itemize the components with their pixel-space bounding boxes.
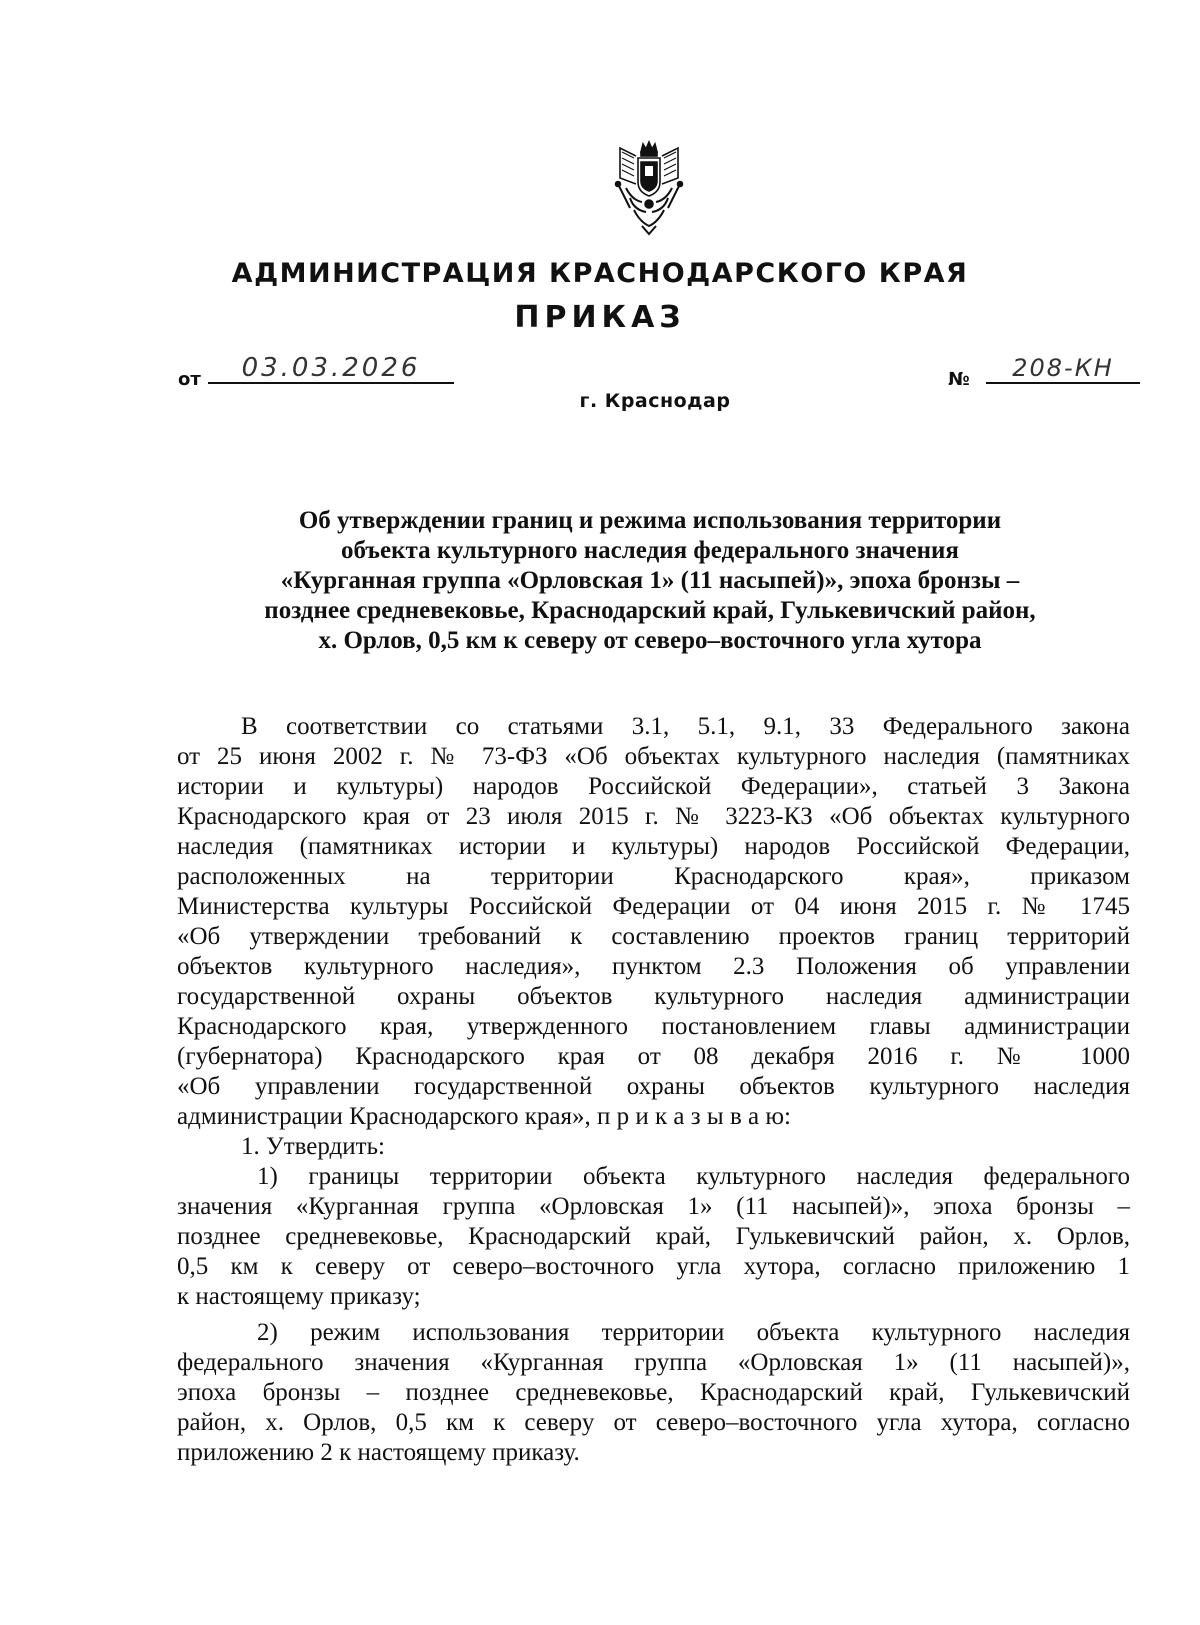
body-line: позднее средневековье, Краснодарский край, Гулькевичский район, х. Орлов, — [177, 1223, 1130, 1250]
body-line: Краснодарского края, утвержденного постановлением главы администрации — [177, 1013, 1130, 1040]
subitem-2-paragraph — [177, 1318, 1130, 1468]
orders-word: п р и к а з ы в а ю: — [597, 1103, 791, 1130]
body-line: расположенных на территории Краснодарского края», приказом — [177, 863, 1130, 890]
document-body — [177, 712, 1130, 1468]
subject-line: х. Орлов, 0,5 км к северу от северо–восточного угла хутора — [318, 627, 982, 654]
body-line: государственной охраны объектов культурного наследия администрации — [177, 983, 1130, 1010]
body-line: приложению 2 к настоящему приказу. — [177, 1439, 580, 1466]
body-line: к настоящему приказу; — [177, 1283, 421, 1310]
coat-of-arms-icon — [612, 138, 686, 238]
document-subject — [190, 506, 1110, 656]
body-line: администрации Краснодарского края», — [177, 1103, 591, 1130]
body-line: объектов культурного наследия», пунктом 2.3 Положения об управлении — [177, 953, 1130, 980]
body-line: (губернатора) Краснодарского края от 08 декабря 2016 г. № 1000 — [177, 1043, 1130, 1070]
body-line: 1) границы территории объекта культурного наследия федерального — [257, 1163, 1130, 1190]
subject-line: позднее средневековье, Краснодарский край, Гулькевичский район, — [264, 597, 1036, 624]
organization-title: АДМИНИСТРАЦИЯ КРАСНОДАРСКОГО КРАЯ — [231, 258, 969, 289]
subitem-1-paragraph — [177, 1162, 1130, 1312]
body-line: от 25 июня 2002 г. № 73-ФЗ «Об объектах культурного наследия (памятниках — [177, 743, 1130, 770]
body-line: 2) режим использования территории объекта культурного наследия — [257, 1319, 1130, 1346]
city-label: г. Краснодар — [579, 390, 731, 412]
body-line: 0,5 км к северу от северо–восточного угла хутора, согласно приложению 1 — [177, 1253, 1130, 1280]
body-line: наследия (памятниках истории и культуры) народов Российской Федерации, — [177, 833, 1130, 860]
date-value: 03.03.2026 — [208, 352, 454, 384]
body-line: Краснодарского края от 23 июля 2015 г. № 3223-КЗ «Об объектах культурного — [177, 803, 1130, 830]
document-type: ПРИКАЗ — [514, 300, 686, 335]
date-label: от — [178, 369, 201, 390]
body-line: «Об утверждении требований к составлению проектов границ территорий — [177, 923, 1130, 950]
item-1: 1. Утвердить: — [241, 1133, 385, 1160]
number-value: 208-КН — [986, 352, 1140, 384]
body-line: эпоха бронзы – позднее средневековье, Краснодарский край, Гулькевичский — [177, 1379, 1130, 1406]
subject-line: объекта культурного наследия федерального значения — [341, 537, 959, 564]
body-line: Министерства культуры Российской Федерации от 04 июня 2015 г. № 1745 — [177, 893, 1130, 920]
body-line: В соответствии со статьями 3.1, 5.1, 9.1, 33 Федерального закона — [241, 713, 1130, 740]
body-line: истории и культуры) народов Российской Федерации», статьей 3 Закона — [177, 773, 1130, 800]
subject-line: Об утверждении границ и режима использования территории — [298, 507, 1002, 534]
preamble-paragraph — [177, 712, 1130, 1132]
subject-line: «Курганная группа «Орловская 1» (11 насыпей)», эпоха бронзы – — [280, 567, 1020, 594]
body-line: значения «Курганная группа «Орловская 1» (11 насыпей)», эпоха бронзы – — [177, 1193, 1130, 1220]
body-line-last — [177, 1102, 1130, 1132]
body-line: «Об управлении государственной охраны объектов культурного наследия — [177, 1073, 1130, 1100]
body-line: район, х. Орлов, 0,5 км к северу от северо–восточного угла хутора, согласно — [177, 1409, 1130, 1436]
body-line: федерального значения «Курганная группа «Орловская 1» (11 насыпей)», — [177, 1349, 1130, 1376]
number-label: № — [948, 369, 970, 390]
